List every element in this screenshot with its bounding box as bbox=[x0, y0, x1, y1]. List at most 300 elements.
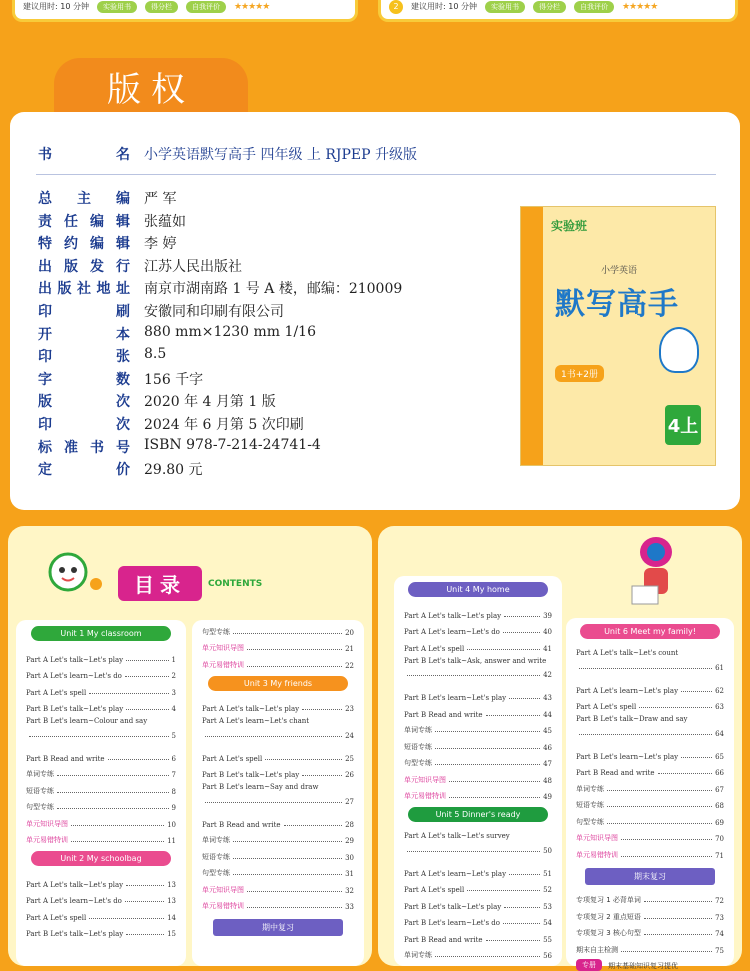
unit-heading[interactable]: Unit 3 My friends bbox=[208, 676, 348, 691]
toc-entry-title: Part A Let's spell bbox=[404, 886, 464, 894]
row-label: 版 次 bbox=[38, 391, 130, 411]
toc-page-number: 4 bbox=[172, 705, 176, 713]
dot-leader bbox=[89, 693, 168, 694]
toc-entry-title: Part A Let's talk~Let's play bbox=[202, 705, 299, 713]
toc-entry[interactable] bbox=[16, 829, 186, 846]
toc-page-number: 56 bbox=[543, 952, 552, 960]
toc-entry[interactable] bbox=[566, 938, 734, 955]
book-brand: 实验班 bbox=[551, 217, 587, 234]
dot-leader bbox=[126, 934, 164, 935]
toc-entry[interactable] bbox=[566, 645, 734, 678]
dot-leader bbox=[247, 666, 342, 667]
row-label: 书 名 bbox=[38, 144, 130, 164]
dot-leader bbox=[621, 856, 712, 857]
toc-entry-title: Part B Let's learn~Colour and say bbox=[26, 713, 176, 725]
toc-page-number: 29 bbox=[345, 837, 354, 845]
dot-leader bbox=[621, 839, 712, 840]
book-subject: 小学英语 bbox=[601, 263, 637, 276]
toc-entry[interactable] bbox=[394, 785, 562, 802]
toc-entry-title: Part A Let's spell bbox=[26, 914, 86, 922]
toc-page-number: 3 bbox=[172, 689, 176, 697]
dot-leader bbox=[125, 901, 164, 902]
row-value: 安徽同和印刷有限公司 bbox=[144, 301, 284, 321]
toc-page-number: 71 bbox=[715, 852, 724, 860]
dot-leader bbox=[247, 891, 342, 892]
toc-page-number: 67 bbox=[715, 786, 724, 794]
unit-heading[interactable]: Unit 1 My classroom bbox=[31, 626, 171, 641]
copyright-row bbox=[38, 414, 304, 434]
toc-entry[interactable] bbox=[566, 843, 734, 860]
top-card-left bbox=[12, 0, 358, 22]
toc-page-number: 45 bbox=[543, 727, 552, 735]
dot-leader bbox=[57, 792, 169, 793]
book-name-row bbox=[38, 144, 417, 164]
toc-page-number: 61 bbox=[715, 664, 724, 672]
toc-entry-line2 bbox=[202, 732, 354, 740]
dot-leader bbox=[89, 918, 164, 919]
dot-leader bbox=[126, 885, 164, 886]
dot-leader bbox=[681, 691, 712, 692]
toc-entry-title: Part A Let's learn~Let's do bbox=[26, 897, 122, 905]
row-label: 印 刷 bbox=[38, 301, 130, 321]
dot-leader bbox=[247, 907, 342, 908]
toc-entry-title: 短语专练 bbox=[404, 742, 432, 752]
toc-page-number: 72 bbox=[715, 897, 724, 905]
toc-page-number: 75 bbox=[715, 947, 724, 955]
toc-entry[interactable] bbox=[394, 894, 562, 911]
toc-page-number: 39 bbox=[543, 612, 552, 620]
toc-page-number: 20 bbox=[345, 629, 354, 637]
toc-entry[interactable] bbox=[394, 752, 562, 769]
toc-entry[interactable] bbox=[16, 697, 186, 714]
toc-entry-title: 单元知识导图 bbox=[26, 819, 68, 829]
tag-pill: 自我评价 bbox=[186, 1, 226, 13]
row-label: 开 本 bbox=[38, 324, 130, 344]
toc-page-number: 13 bbox=[167, 897, 176, 905]
toc-entry[interactable] bbox=[192, 829, 364, 846]
toc-page-number: 68 bbox=[715, 802, 724, 810]
toc-page-number: 24 bbox=[345, 732, 354, 740]
toc-entry[interactable] bbox=[192, 697, 364, 714]
copyright-row bbox=[38, 301, 284, 321]
row-value: 2024 年 6 月第 5 次印刷 bbox=[144, 414, 304, 434]
star-rating: ★★★★★ bbox=[622, 2, 657, 12]
copyright-row bbox=[38, 233, 176, 253]
toc-page-number: 22 bbox=[345, 662, 354, 670]
toc-entry[interactable] bbox=[566, 905, 734, 922]
toc-page-number: 28 bbox=[345, 821, 354, 829]
row-label: 印 次 bbox=[38, 414, 130, 434]
toc-entry-line2 bbox=[576, 664, 724, 672]
review-section-heading[interactable]: 期中复习 bbox=[213, 919, 343, 936]
toc-entry-title: Part B Let's talk~Let's play bbox=[26, 930, 123, 938]
contents-column-4 bbox=[566, 618, 734, 966]
toc-entry[interactable] bbox=[566, 827, 734, 844]
contents-title: 目录 bbox=[118, 566, 202, 601]
contents-title-en: CONTENTS bbox=[208, 579, 262, 589]
toc-entry[interactable] bbox=[394, 768, 562, 785]
dot-leader bbox=[579, 734, 712, 735]
toc-entry-line2 bbox=[404, 847, 552, 855]
toc-page-number: 21 bbox=[345, 645, 354, 653]
toc-entry[interactable] bbox=[566, 794, 734, 811]
toc-entry[interactable] bbox=[394, 927, 562, 944]
dot-leader bbox=[71, 841, 164, 842]
toc-entry[interactable] bbox=[566, 678, 734, 695]
dot-leader bbox=[108, 759, 169, 760]
dot-leader bbox=[265, 759, 342, 760]
dot-leader bbox=[57, 808, 169, 809]
toc-entry[interactable] bbox=[394, 702, 562, 719]
toc-entry[interactable] bbox=[16, 647, 186, 664]
toc-entry[interactable] bbox=[192, 779, 364, 812]
toc-entry-title: 短语专练 bbox=[26, 786, 54, 796]
row-label: 出版发行 bbox=[38, 256, 130, 276]
toc-page-number: 8 bbox=[172, 788, 176, 796]
toc-page-number: 5 bbox=[172, 732, 176, 740]
toc-page-number: 25 bbox=[345, 755, 354, 763]
toc-page-number: 32 bbox=[345, 887, 354, 895]
row-value: 严 军 bbox=[144, 188, 176, 208]
toc-entry-title: Part B Let's talk~Let's play bbox=[202, 771, 299, 779]
section-title: 版权 bbox=[107, 62, 195, 111]
toc-entry-title: Part A Let's learn~Let's play bbox=[576, 687, 678, 695]
divider bbox=[36, 174, 716, 175]
toc-entry[interactable] bbox=[394, 735, 562, 752]
dot-leader bbox=[607, 806, 712, 807]
row-value: 小学英语默写高手 四年级 上 RJPEP 升级版 bbox=[144, 144, 417, 164]
toc-entry[interactable] bbox=[394, 620, 562, 637]
book-title: 默写高手 bbox=[555, 279, 679, 323]
row-label: 责任编辑 bbox=[38, 211, 130, 231]
row-label: 字 数 bbox=[38, 369, 130, 389]
toc-entry-title: Part A Let's learn~Let's chant bbox=[202, 713, 354, 725]
toc-entry[interactable] bbox=[192, 845, 364, 862]
dot-leader bbox=[126, 660, 168, 661]
dot-leader bbox=[57, 775, 169, 776]
toc-page-number: 49 bbox=[543, 793, 552, 801]
toc-entry[interactable] bbox=[192, 895, 364, 912]
toc-entry[interactable] bbox=[566, 889, 734, 906]
top-strip bbox=[0, 0, 750, 30]
special-line: 期末基础知识复习提优 bbox=[608, 961, 678, 971]
dot-leader bbox=[233, 633, 342, 634]
toc-entry[interactable] bbox=[566, 711, 734, 744]
contents-panel-right bbox=[378, 526, 742, 966]
dot-leader bbox=[449, 781, 540, 782]
dot-leader bbox=[509, 874, 540, 875]
toc-page-number: 33 bbox=[345, 903, 354, 911]
unit-heading[interactable]: Unit 2 My schoolbag bbox=[31, 851, 171, 866]
robot-illustration bbox=[659, 327, 699, 373]
review-section-heading[interactable]: 期末复习 bbox=[585, 868, 715, 885]
dot-leader bbox=[71, 825, 164, 826]
dot-leader bbox=[504, 907, 540, 908]
toc-entry[interactable] bbox=[394, 828, 562, 861]
toc-entry-title: Part B Read and write bbox=[576, 769, 655, 777]
toc-entry-title: 句型专练 bbox=[202, 868, 230, 878]
special-booklet-row[interactable] bbox=[566, 955, 734, 971]
row-label: 定 价 bbox=[38, 459, 130, 479]
toc-entry-line2 bbox=[26, 732, 176, 740]
dot-leader bbox=[503, 632, 540, 633]
toc-entry[interactable] bbox=[192, 746, 364, 763]
toc-entry[interactable] bbox=[394, 861, 562, 878]
toc-entry-title: Part B Let's talk~Let's play bbox=[404, 903, 501, 911]
toc-entry-title: 短语专练 bbox=[202, 852, 230, 862]
dot-leader bbox=[579, 668, 712, 669]
toc-entry-title: Part A Let's learn~Let's do bbox=[404, 628, 500, 636]
toc-page-number: 53 bbox=[543, 903, 552, 911]
tag-pill: 得分栏 bbox=[533, 1, 566, 13]
toc-page-number: 2 bbox=[172, 672, 176, 680]
copyright-panel bbox=[10, 112, 740, 510]
row-value: 南京市湖南路 1 号 A 楼，邮编：210009 bbox=[144, 278, 402, 298]
toc-entry-title: Part B Let's talk~Let's play bbox=[26, 705, 123, 713]
dot-leader bbox=[509, 698, 540, 699]
toc-entry-title: Part B Read and write bbox=[404, 936, 483, 944]
dot-leader bbox=[205, 802, 342, 803]
toc-page-number: 54 bbox=[543, 919, 552, 927]
book-grade: 4上 bbox=[665, 405, 701, 445]
toc-entry[interactable] bbox=[566, 810, 734, 827]
toc-page-number: 11 bbox=[167, 837, 176, 845]
toc-entry-title: 单词专练 bbox=[404, 950, 432, 960]
toc-entry[interactable] bbox=[16, 872, 186, 889]
dot-leader bbox=[503, 923, 540, 924]
toc-entry-title: Part B Read and write bbox=[404, 711, 483, 719]
dot-leader bbox=[607, 790, 712, 791]
dot-leader bbox=[658, 773, 713, 774]
toc-page-number: 31 bbox=[345, 870, 354, 878]
toc-entry[interactable] bbox=[394, 911, 562, 928]
mascot-icon bbox=[36, 544, 106, 608]
toc-entry-title: 专项复习 2 重点短语 bbox=[576, 912, 641, 922]
toc-entry-title: 单词专练 bbox=[576, 784, 604, 794]
toc-entry[interactable] bbox=[394, 719, 562, 736]
toc-page-number: 42 bbox=[543, 671, 552, 679]
dot-leader bbox=[449, 797, 540, 798]
toc-page-number: 9 bbox=[172, 804, 176, 812]
book-badge: 1书+2册 bbox=[555, 365, 604, 382]
dot-leader bbox=[407, 851, 540, 852]
dot-leader bbox=[486, 715, 541, 716]
toc-entry[interactable] bbox=[192, 862, 364, 879]
toc-entry[interactable] bbox=[566, 922, 734, 939]
toc-entry-title: 单元知识导图 bbox=[404, 775, 446, 785]
row-value: 江苏人民出版社 bbox=[144, 256, 242, 276]
toc-entry[interactable] bbox=[16, 746, 186, 763]
toc-page-number: 74 bbox=[715, 930, 724, 938]
book-cover-image bbox=[520, 206, 716, 466]
dot-leader bbox=[486, 940, 541, 941]
toc-entry-line2 bbox=[202, 798, 354, 806]
toc-entry[interactable] bbox=[566, 761, 734, 778]
toc-entry-title: 专项复习 1 必背单词 bbox=[576, 895, 641, 905]
unit-heading[interactable]: Unit 4 My home bbox=[408, 582, 548, 597]
toc-entry-title: Part B Let's talk~Ask, answer and write bbox=[404, 653, 552, 665]
copyright-row bbox=[38, 278, 402, 298]
copyright-row bbox=[38, 437, 321, 457]
row-value: 8.5 bbox=[144, 346, 166, 366]
toc-entry[interactable] bbox=[16, 680, 186, 697]
toc-entry-title: Part A Let's learn~Let's play bbox=[404, 870, 506, 878]
toc-entry-title: Part A Let's talk~Let's play bbox=[26, 881, 123, 889]
row-value: 156 千字 bbox=[144, 369, 203, 389]
toc-page-number: 43 bbox=[543, 694, 552, 702]
toc-entry[interactable] bbox=[16, 796, 186, 813]
toc-page-number: 64 bbox=[715, 730, 724, 738]
row-label: 印 张 bbox=[38, 346, 130, 366]
row-label: 出版社地址 bbox=[38, 278, 130, 298]
toc-page-number: 47 bbox=[543, 760, 552, 768]
toc-page-number: 14 bbox=[167, 914, 176, 922]
toc-entry[interactable] bbox=[394, 944, 562, 961]
dot-leader bbox=[407, 675, 540, 676]
dot-leader bbox=[435, 731, 540, 732]
toc-entry-title: 单元易错特训 bbox=[26, 835, 68, 845]
dot-leader bbox=[681, 757, 712, 758]
toc-page-number: 15 bbox=[167, 930, 176, 938]
toc-entry-title: Part B Let's learn~Let's do bbox=[404, 919, 500, 927]
toc-entry-title: Part B Read and write bbox=[26, 755, 105, 763]
toc-entry[interactable] bbox=[566, 744, 734, 761]
toc-entry[interactable] bbox=[394, 878, 562, 895]
toc-entry-title: 句型专练 bbox=[404, 758, 432, 768]
toc-entry-title: Part A Let's spell bbox=[202, 755, 262, 763]
toc-entry[interactable] bbox=[394, 603, 562, 620]
toc-page-number: 69 bbox=[715, 819, 724, 827]
toc-entry-title: 短语专练 bbox=[576, 800, 604, 810]
toc-page-number: 44 bbox=[543, 711, 552, 719]
toc-entry-title: 单元知识导图 bbox=[576, 833, 618, 843]
tag-pill: 实验用书 bbox=[485, 1, 525, 13]
dot-leader bbox=[302, 709, 342, 710]
toc-entry-title: 单词专练 bbox=[26, 769, 54, 779]
toc-entry[interactable] bbox=[16, 905, 186, 922]
toc-entry-title: 单元易错特训 bbox=[202, 660, 244, 670]
toc-entry-title: Part B Read and write bbox=[202, 821, 281, 829]
toc-entry[interactable] bbox=[16, 889, 186, 906]
toc-page-number: 73 bbox=[715, 914, 724, 922]
toc-entry-title: Part A Let's talk~Let's survey bbox=[404, 828, 552, 840]
dot-leader bbox=[504, 616, 540, 617]
toc-entry[interactable] bbox=[566, 777, 734, 794]
toc-entry[interactable] bbox=[394, 686, 562, 703]
toc-entry-title: 单元易错特训 bbox=[202, 901, 244, 911]
toc-entry[interactable] bbox=[16, 713, 186, 746]
toc-entry[interactable] bbox=[192, 878, 364, 895]
suggest-time: 建议用时: 10 分钟 bbox=[23, 1, 89, 12]
card-number: 2 bbox=[389, 0, 403, 14]
toc-page-number: 1 bbox=[172, 656, 176, 664]
toc-entry[interactable] bbox=[16, 763, 186, 780]
toc-entry-line2 bbox=[404, 671, 552, 679]
robot-reading-icon bbox=[626, 530, 686, 610]
contents-panel-left bbox=[8, 526, 372, 966]
unit-heading[interactable]: Unit 5 Dinner's ready bbox=[408, 807, 548, 822]
toc-entry-title: 单元知识导图 bbox=[202, 643, 244, 653]
dot-leader bbox=[435, 748, 540, 749]
dot-leader bbox=[125, 676, 169, 677]
toc-entry-title: 单元易错特训 bbox=[404, 791, 446, 801]
toc-entry-title: 单词专练 bbox=[202, 835, 230, 845]
toc-entry[interactable] bbox=[394, 636, 562, 653]
toc-page-number: 51 bbox=[543, 870, 552, 878]
toc-entry[interactable] bbox=[192, 620, 364, 637]
contents-column-1 bbox=[16, 620, 186, 966]
toc-entry[interactable] bbox=[16, 812, 186, 829]
dot-leader bbox=[233, 874, 342, 875]
dot-leader bbox=[639, 707, 712, 708]
dot-leader bbox=[284, 825, 343, 826]
toc-page-number: 13 bbox=[167, 881, 176, 889]
toc-page-number: 26 bbox=[345, 771, 354, 779]
toc-entry[interactable] bbox=[192, 653, 364, 670]
toc-entry-title: Part B Let's learn~Let's play bbox=[576, 753, 678, 761]
contents-column-3 bbox=[394, 576, 562, 966]
toc-entry[interactable] bbox=[566, 695, 734, 712]
copyright-row bbox=[38, 346, 166, 366]
toc-entry[interactable] bbox=[16, 779, 186, 796]
toc-entry[interactable] bbox=[192, 637, 364, 654]
copyright-row bbox=[38, 211, 186, 231]
toc-page-number: 10 bbox=[167, 821, 176, 829]
toc-entry[interactable] bbox=[192, 812, 364, 829]
toc-entry[interactable] bbox=[192, 763, 364, 780]
toc-page-number: 41 bbox=[543, 645, 552, 653]
toc-entry-title: 句型专练 bbox=[202, 627, 230, 637]
row-label: 特约编辑 bbox=[38, 233, 130, 253]
toc-page-number: 52 bbox=[543, 886, 552, 894]
toc-entry-title: Part B Let's learn~Say and draw bbox=[202, 779, 354, 791]
toc-page-number: 23 bbox=[345, 705, 354, 713]
toc-entry[interactable] bbox=[192, 713, 364, 746]
copyright-row bbox=[38, 459, 203, 479]
toc-entry-title: 期末自主检测 bbox=[576, 945, 618, 955]
toc-entry-title: 专项复习 3 核心句型 bbox=[576, 928, 641, 938]
dot-leader bbox=[233, 858, 342, 859]
row-value: 李 婷 bbox=[144, 233, 176, 253]
dot-leader bbox=[435, 956, 540, 957]
special-tag: 专册 bbox=[576, 959, 602, 971]
toc-entry-title: Part A Let's spell bbox=[576, 703, 636, 711]
toc-entry[interactable] bbox=[16, 664, 186, 681]
toc-page-number: 46 bbox=[543, 744, 552, 752]
toc-page-number: 66 bbox=[715, 769, 724, 777]
contents-heading bbox=[118, 566, 262, 601]
dot-leader bbox=[621, 951, 712, 952]
toc-page-number: 7 bbox=[172, 771, 176, 779]
toc-entry-title: 单元知识导图 bbox=[202, 885, 244, 895]
toc-page-number: 27 bbox=[345, 798, 354, 806]
toc-entry-title: Part B Let's learn~Let's play bbox=[404, 694, 506, 702]
book-spine bbox=[521, 207, 543, 466]
suggest-time: 建议用时: 10 分钟 bbox=[411, 1, 477, 12]
toc-page-number: 40 bbox=[543, 628, 552, 636]
unit-heading[interactable]: Unit 6 Meet my family! bbox=[580, 624, 720, 639]
toc-entry-title: 句型专练 bbox=[26, 802, 54, 812]
toc-entry-title: 句型专练 bbox=[576, 817, 604, 827]
toc-entry-title: Part A Let's learn~Let's do bbox=[26, 672, 122, 680]
dot-leader bbox=[247, 649, 342, 650]
toc-entry-title: Part B Let's talk~Draw and say bbox=[576, 711, 724, 723]
toc-entry[interactable] bbox=[16, 922, 186, 939]
row-value: 张蕴如 bbox=[144, 211, 186, 231]
toc-page-number: 62 bbox=[715, 687, 724, 695]
toc-entry[interactable] bbox=[394, 653, 562, 686]
dot-leader bbox=[644, 934, 712, 935]
